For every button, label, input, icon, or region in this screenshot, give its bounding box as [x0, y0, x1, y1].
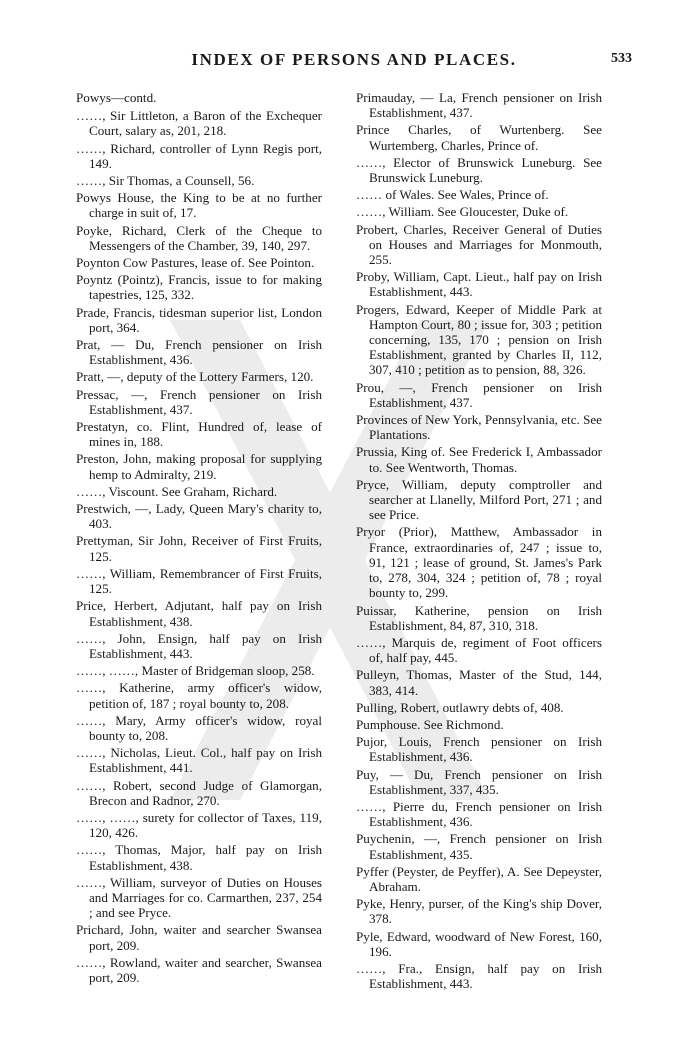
index-entry: Prussia, King of. See Frederick I, Ambassador to. See Wentworth, Thomas. — [356, 444, 602, 475]
index-entry: Pujor, Louis, French pensioner on Irish Establishment, 436. — [356, 734, 602, 765]
index-entry: Puissar, Katherine, pension on Irish Establishment, 84, 87, 310, 318. — [356, 602, 602, 633]
index-entry: Pryce, William, deputy comptroller and searcher at Llanelly, Milford Port, 271 ; and see Price. — [356, 476, 602, 523]
index-column-right — [356, 90, 602, 993]
index-entry: Pressac, —, French pensioner on Irish Establishment, 437. — [76, 386, 322, 417]
index-entry: ……, Richard, controller of Lynn Regis port, 149. — [76, 140, 322, 171]
index-entry: Poynton Cow Pastures, lease of. See Pointon. — [76, 255, 315, 271]
index-entry: ……, Nicholas, Lieut. Col., half pay on Irish Establishment, 441. — [76, 745, 322, 776]
running-title: INDEX OF PERSONS AND PLACES. — [191, 50, 517, 69]
index-entry: Pratt, —, deputy of the Lottery Farmers, 120. — [76, 369, 314, 385]
index-entry: Pyle, Edward, woodward of New Forest, 160, 196. — [356, 928, 602, 959]
index-entry: ……, Rowland, waiter and searcher, Swansea port, 209. — [76, 954, 322, 985]
index-entry: Preston, John, making proposal for supplying hemp to Admiralty, 219. — [76, 451, 322, 482]
index-entry: ……, Robert, second Judge of Glamorgan, Brecon and Radnor, 270. — [76, 777, 322, 808]
index-entry: ……, Mary, Army officer's widow, royal bounty to, 208. — [76, 712, 322, 743]
index-entry: ……, Pierre du, French pensioner on Irish Establishment, 436. — [356, 798, 602, 830]
index-entry: ……, William, surveyor of Duties on Houses and Marriages for co. Carmarthen, 237, 254 ; and see Pryce. — [76, 874, 322, 921]
index-entry: Probert, Charles, Receiver General of Duties on Houses and Marriages for Monmouth, 255. — [356, 221, 602, 268]
index-entry: Provinces of New York, Pennsylvania, etc. See Plantations. — [356, 412, 602, 443]
index-entry: Poyntz (Pointz), Francis, issue to for making tapestries, 125, 332. — [76, 272, 322, 303]
index-entry: ……, ……, Master of Bridgeman sloop, 258. — [76, 663, 315, 679]
index-entry: Pulleyn, Thomas, Master of the Stud, 144, 383, 414. — [356, 667, 602, 698]
index-entry: Poyke, Richard, Clerk of the Cheque to Messengers of the Chamber, 39, 140, 297. — [76, 222, 322, 253]
index-entry: Primauday, — La, French pensioner on Irish Establishment, 437. — [356, 90, 602, 121]
index-entry: Prestatyn, co. Flint, Hundred of, lease of mines in, 188. — [76, 419, 322, 450]
index-entry: ……, Sir Thomas, a Counsell, 56. — [76, 173, 255, 189]
index-entry: Powys House, the King to be at no further charge in suit of, 17. — [76, 190, 322, 221]
index-entry: …… of Wales. See Wales, Prince of. — [356, 187, 549, 203]
entry-list-left — [76, 108, 322, 985]
index-entry: ……, Elector of Brunswick Luneburg. See Brunswick Luneburg. — [356, 154, 602, 186]
index-column-left — [76, 90, 322, 987]
index-entry: ……, Thomas, Major, half pay on Irish Establishment, 438. — [76, 842, 322, 873]
index-entry: Puy, — Du, French pensioner on Irish Establishment, 337, 435. — [356, 766, 602, 797]
index-entry: Pyffer (Peyster, de Peyffer), A. See Depeyster, Abraham. — [356, 863, 602, 894]
continued-heading: Powys—contd. — [76, 90, 157, 105]
page-number: 533 — [611, 51, 632, 66]
index-entry: Pulling, Robert, outlawry debts of, 408. — [356, 699, 564, 715]
index-entry: ……, William, Remembrancer of First Fruits, 125. — [76, 565, 322, 597]
index-entry: Prettyman, Sir John, Receiver of First Fruits, 125. — [76, 533, 322, 564]
index-entry: Progers, Edward, Keeper of Middle Park at Hampton Court, 80 ; issue for, 303 ; petition concerning, 135, 170 ; pension on Irish Establishment, granted by Charles II, 112, 307, 410 ; petition as to pension, 88, 326. — [356, 301, 602, 378]
index-entry: ……, Fra., Ensign, half pay on Irish Establishment, 443. — [356, 960, 602, 992]
index-entry: Prince Charles, of Wurtenberg. See Wurtemberg, Charles, Prince of. — [356, 122, 602, 153]
index-entry: ……, Viscount. See Graham, Richard. — [76, 483, 278, 499]
index-entry: ……, Sir Littleton, a Baron of the Exchequer Court, salary as, 201, 218. — [76, 108, 322, 139]
index-entry: ……, Marquis de, regiment of Foot officers of, half pay, 445. — [356, 634, 602, 666]
page-header — [76, 50, 632, 74]
index-entry: Prat, — Du, French pensioner on Irish Establishment, 436. — [76, 337, 322, 368]
entry-list-right — [356, 90, 602, 991]
index-entry: Prou, —, French pensioner on Irish Establishment, 437. — [356, 379, 602, 410]
index-entry: Pyke, Henry, purser, of the King's ship Dover, 378. — [356, 896, 602, 927]
index-entry: Pumphouse. See Richmond. — [356, 716, 504, 732]
index-entry: ……, William. See Gloucester, Duke of. — [356, 204, 569, 220]
index-entry: Puychenin, —, French pensioner on Irish Establishment, 435. — [356, 831, 602, 862]
index-entry: ……, Katherine, army officer's widow, petition of, 187 ; royal bounty to, 208. — [76, 680, 322, 711]
index-entry: Pryor (Prior), Matthew, Ambassador in France, extraordinaries of, 247 ; issue to, 91, 121 ; lease of ground, St. James's Park to, 278, 304, 324 ; petition of, 78 ; royal bounty to, 299. — [356, 524, 602, 601]
index-entry: Prestwich, —, Lady, Queen Mary's charity to, 403. — [76, 501, 322, 532]
index-entry: Price, Herbert, Adjutant, half pay on Irish Establishment, 438. — [76, 598, 322, 629]
index-entry: Proby, William, Capt. Lieut., half pay on Irish Establishment, 443. — [356, 269, 602, 300]
index-entry: Prade, Francis, tidesman superior list, London port, 364. — [76, 304, 322, 335]
index-entry: ……, John, Ensign, half pay on Irish Establishment, 443. — [76, 630, 322, 661]
index-entry: Prichard, John, waiter and searcher Swansea port, 209. — [76, 922, 322, 953]
index-entry: ……, ……, surety for collector of Taxes, 119, 120, 426. — [76, 809, 322, 841]
